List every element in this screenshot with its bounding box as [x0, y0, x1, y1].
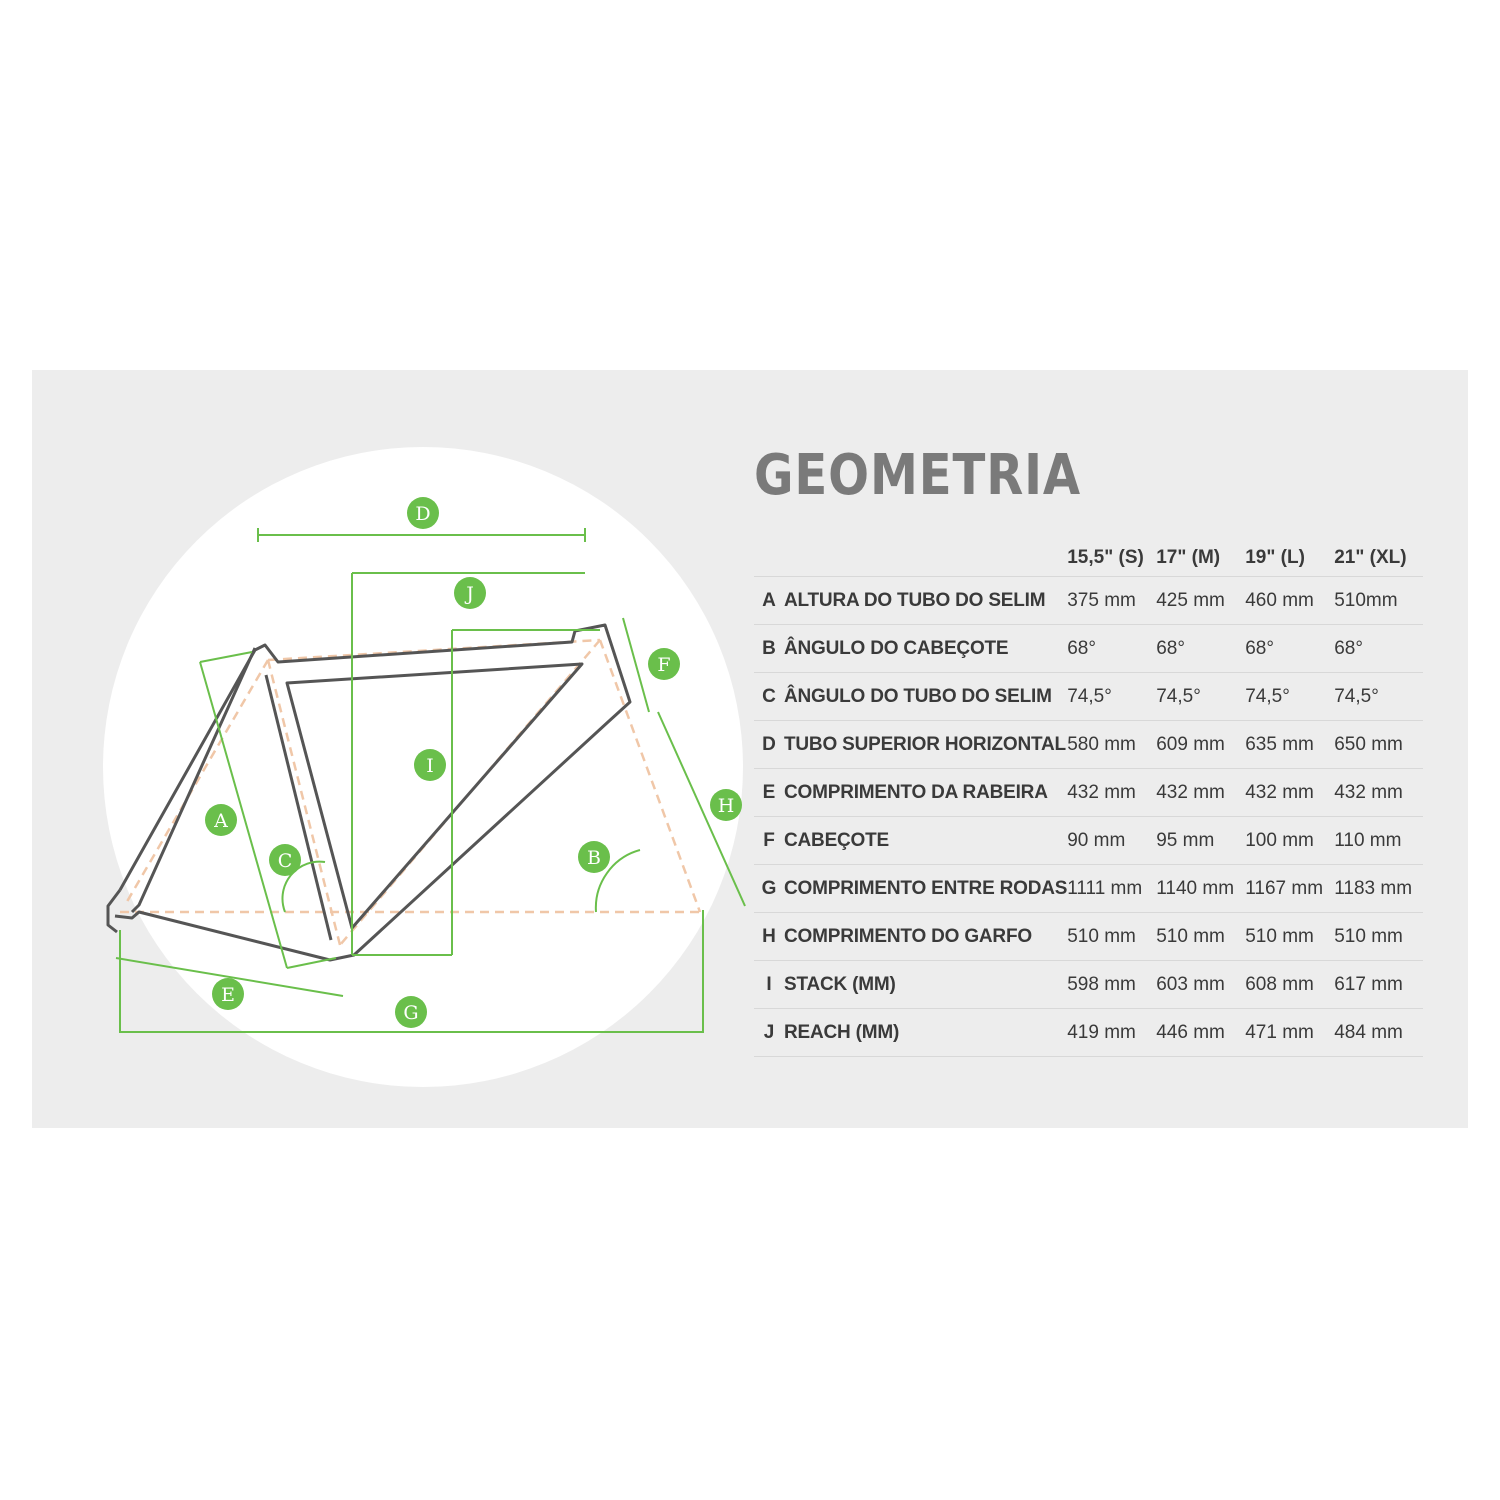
row-value: 1111 mm [1067, 865, 1156, 913]
frame-geometry-diagram [32, 370, 735, 1128]
table-row [754, 673, 1423, 721]
svg-text:D: D [415, 503, 431, 525]
row-key: F [754, 817, 784, 865]
row-value: 74,5° [1067, 673, 1156, 721]
svg-text:J: J [466, 583, 474, 605]
table-row [754, 625, 1423, 673]
dimension-badge-H [710, 789, 742, 821]
row-value: 68° [1245, 625, 1334, 673]
row-label: REACH (MM) [784, 1009, 1067, 1057]
row-label: TUBO SUPERIOR HORIZONTAL [784, 721, 1067, 769]
table-row [754, 721, 1423, 769]
table-row [754, 817, 1423, 865]
row-value: 419 mm [1067, 1009, 1156, 1057]
table-row [754, 913, 1423, 961]
row-value: 446 mm [1156, 1009, 1245, 1057]
row-value: 1183 mm [1334, 865, 1423, 913]
row-value: 471 mm [1245, 1009, 1334, 1057]
row-label: COMPRIMENTO DO GARFO [784, 913, 1067, 961]
row-value: 432 mm [1334, 769, 1423, 817]
row-value: 598 mm [1067, 961, 1156, 1009]
row-value: 74,5° [1245, 673, 1334, 721]
header-label [784, 540, 1067, 577]
table-row [754, 1009, 1423, 1057]
row-value: 609 mm [1156, 721, 1245, 769]
row-key: A [754, 577, 784, 625]
row-value: 617 mm [1334, 961, 1423, 1009]
row-label: COMPRIMENTO ENTRE RODAS [784, 865, 1067, 913]
row-value: 425 mm [1156, 577, 1245, 625]
table-body [754, 577, 1423, 1057]
row-value: 635 mm [1245, 721, 1334, 769]
row-value: 580 mm [1067, 721, 1156, 769]
svg-text:H: H [717, 795, 735, 817]
row-value: 484 mm [1334, 1009, 1423, 1057]
row-value: 74,5° [1334, 673, 1423, 721]
row-value: 90 mm [1067, 817, 1156, 865]
row-value: 510 mm [1245, 913, 1334, 961]
geometry-panel [32, 370, 1468, 1128]
svg-text:I: I [426, 755, 434, 777]
dimension-badge-D [407, 497, 439, 529]
row-value: 432 mm [1067, 769, 1156, 817]
row-key: J [754, 1009, 784, 1057]
row-value: 100 mm [1245, 817, 1334, 865]
table-row [754, 577, 1423, 625]
size-header: 17" (M) [1156, 540, 1245, 577]
row-value: 95 mm [1156, 817, 1245, 865]
dimension-badge-B [578, 841, 610, 873]
page-title: GEOMETRIA [754, 443, 1082, 508]
svg-text:A: A [214, 810, 228, 832]
row-value: 650 mm [1334, 721, 1423, 769]
size-header: 19" (L) [1245, 540, 1334, 577]
svg-text:F: F [657, 654, 671, 676]
row-key: I [754, 961, 784, 1009]
table-row [754, 865, 1423, 913]
row-value: 68° [1067, 625, 1156, 673]
row-key: G [754, 865, 784, 913]
row-value: 510 mm [1156, 913, 1245, 961]
row-value: 510mm [1334, 577, 1423, 625]
table-header-row [754, 540, 1423, 577]
row-value: 1167 mm [1245, 865, 1334, 913]
dimension-badge-F [648, 648, 680, 680]
row-key: B [754, 625, 784, 673]
row-value: 432 mm [1156, 769, 1245, 817]
row-value: 68° [1334, 625, 1423, 673]
dimension-badge-J [454, 577, 486, 609]
row-label: STACK (MM) [784, 961, 1067, 1009]
row-label: ÂNGULO DO TUBO DO SELIM [784, 673, 1067, 721]
dimension-badge-G [395, 996, 427, 1028]
svg-text:C: C [277, 850, 293, 872]
row-value: 460 mm [1245, 577, 1334, 625]
dimension-badge-A [205, 804, 237, 836]
row-value: 510 mm [1334, 913, 1423, 961]
row-value: 608 mm [1245, 961, 1334, 1009]
table-row [754, 769, 1423, 817]
row-label: COMPRIMENTO DA RABEIRA [784, 769, 1067, 817]
row-key: C [754, 673, 784, 721]
row-label: CABEÇOTE [784, 817, 1067, 865]
geometry-table [754, 540, 1423, 1057]
dimension-badge-E [212, 978, 244, 1010]
row-label: ALTURA DO TUBO DO SELIM [784, 577, 1067, 625]
header-key [754, 540, 784, 577]
svg-text:E: E [221, 984, 235, 1006]
size-header: 21" (XL) [1334, 540, 1423, 577]
row-value: 74,5° [1156, 673, 1245, 721]
row-key: D [754, 721, 784, 769]
row-value: 603 mm [1156, 961, 1245, 1009]
row-value: 432 mm [1245, 769, 1334, 817]
dimension-badge-I [414, 749, 446, 781]
table-row [754, 961, 1423, 1009]
row-value: 510 mm [1067, 913, 1156, 961]
row-value: 375 mm [1067, 577, 1156, 625]
row-key: H [754, 913, 784, 961]
size-header: 15,5" (S) [1067, 540, 1156, 577]
row-label: ÂNGULO DO CABEÇOTE [784, 625, 1067, 673]
svg-text:G: G [403, 1002, 419, 1024]
dimension-badge-C [269, 844, 301, 876]
row-value: 1140 mm [1156, 865, 1245, 913]
svg-text:B: B [587, 847, 601, 869]
row-value: 110 mm [1334, 817, 1423, 865]
row-key: E [754, 769, 784, 817]
row-value: 68° [1156, 625, 1245, 673]
